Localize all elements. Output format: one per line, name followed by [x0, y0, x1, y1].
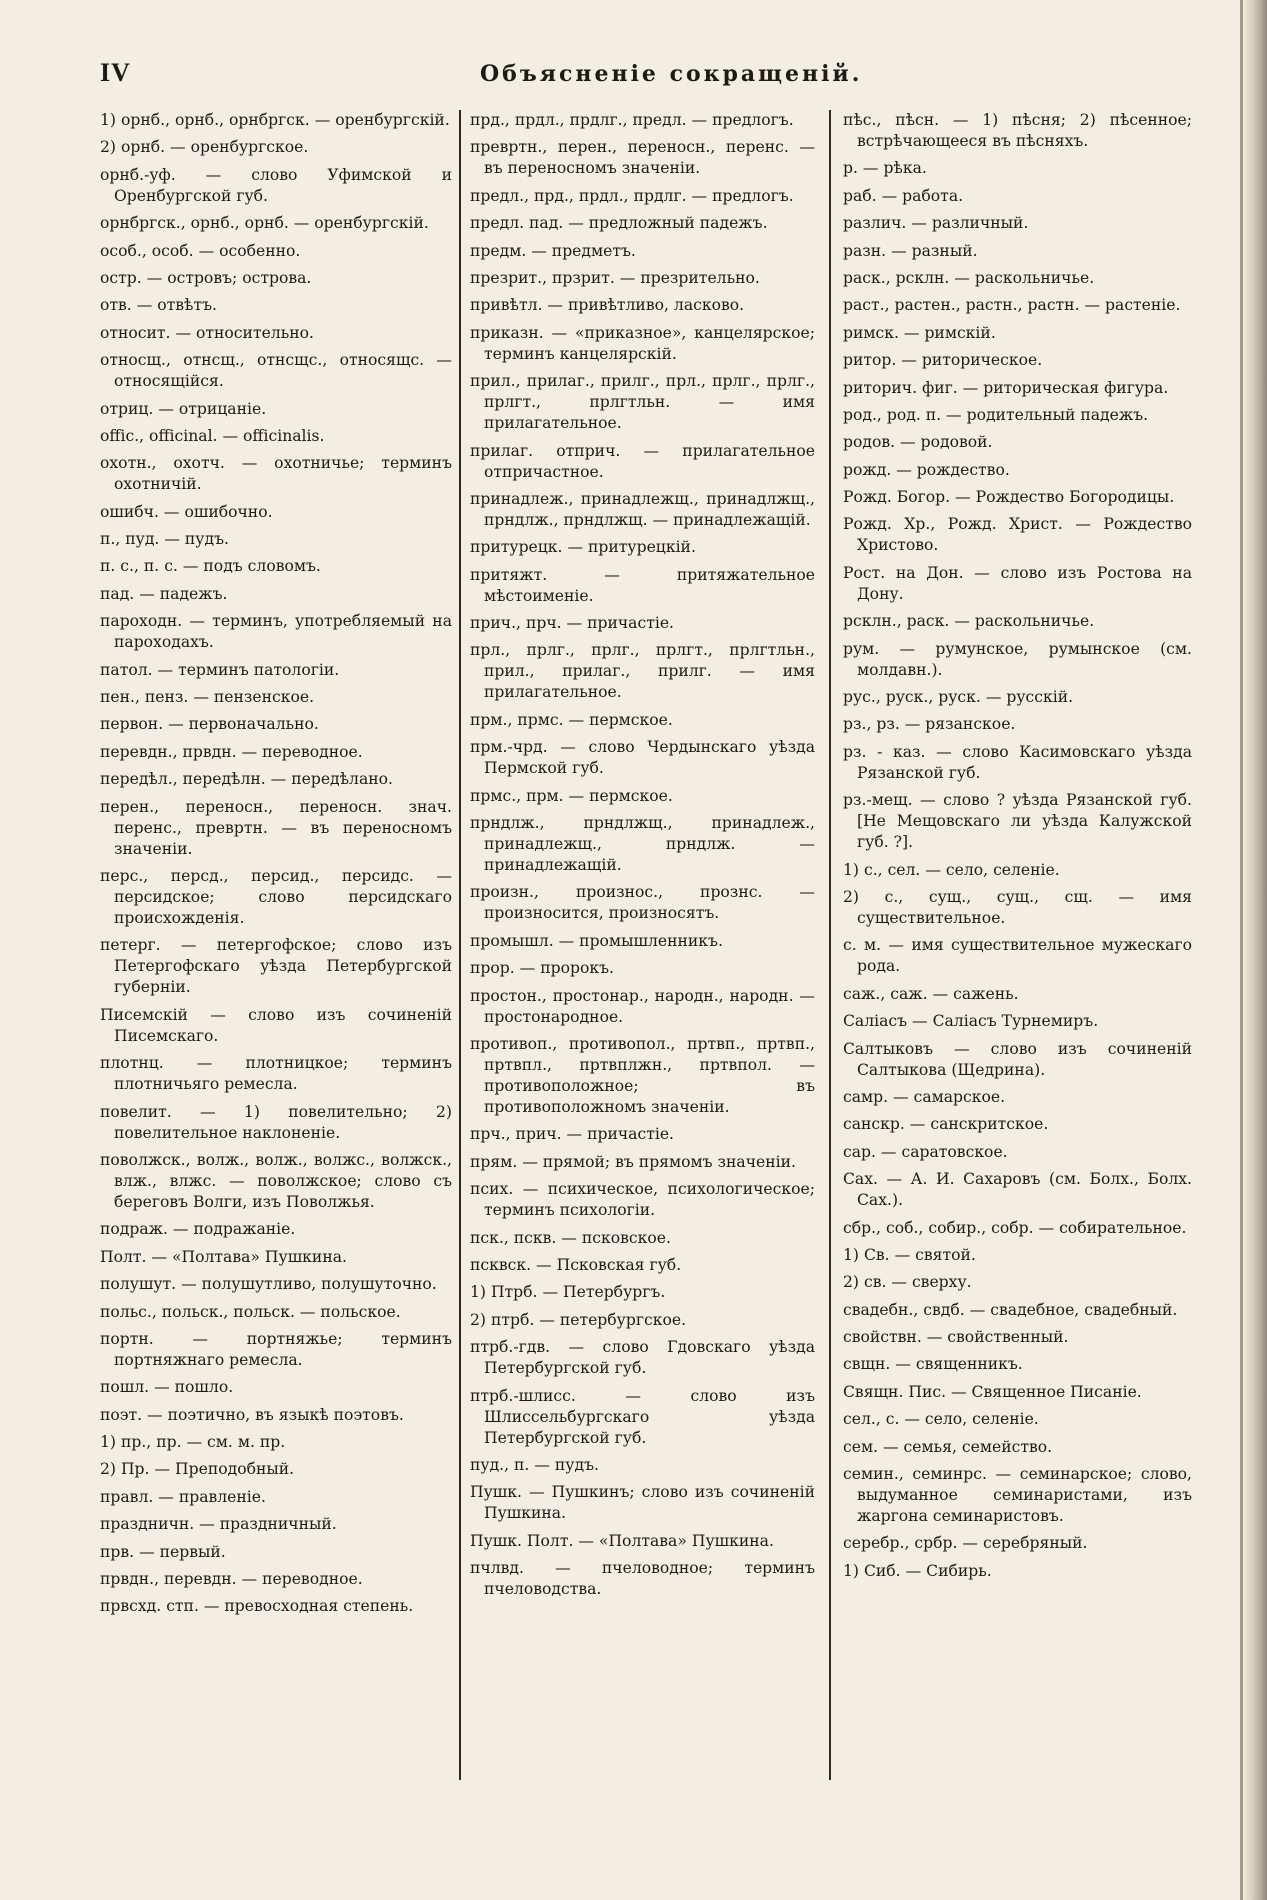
abbreviation-entry: поэт. — поэтично, въ языкѣ поэтовъ.	[100, 1405, 404, 1424]
abbreviation-entry: п., пуд. — пудъ.	[100, 530, 229, 549]
abbreviation-entry: прл., прлг., прлг., прлгт., прлгтльн., прил., прилаг., прилг. — имя прилагательное.	[470, 641, 815, 702]
abbreviation-entry: раб. — работа.	[843, 186, 964, 205]
abbreviation-entry: пск., пскв. — псковское.	[470, 1228, 671, 1247]
abbreviation-entry: Саліасъ — Саліасъ Турнемиръ.	[843, 1012, 1099, 1031]
abbreviation-entry: псих. — психическое, психологическое; терминъ психологіи.	[470, 1180, 815, 1220]
abbreviation-entry: простон., простонар., народн., народн. — простонародное.	[470, 986, 815, 1026]
abbreviation-entry: орнб.-уф. — слово Уфимской и Оренбургской губ.	[100, 165, 452, 205]
abbreviation-entry: подраж. — подражаніе.	[100, 1220, 296, 1239]
abbreviation-entry: охотн., охотч. — охотничье; терминъ охотничій.	[100, 454, 452, 494]
page-number: IV	[100, 58, 131, 87]
abbreviation-entry: передѣл., передѣлн. — передѣлано.	[100, 770, 393, 789]
page-edge	[1243, 0, 1267, 1900]
abbreviation-entry: пад. — падежъ.	[100, 584, 228, 603]
abbreviation-entry: предл. пад. — предложный падежъ.	[470, 214, 768, 233]
abbreviation-entry: портн. — портняжье; терминъ портняжнаго ремесла.	[100, 1329, 452, 1369]
abbreviation-entry: различ. — различный.	[843, 214, 1029, 233]
abbreviation-entry: 1) орнб., орнб., орнбргск. — оренбургскій.	[100, 111, 450, 129]
abbreviation-entry: рожд. — рождество.	[843, 460, 1010, 479]
abbreviation-entry: относщ., отнсщ., отнсщс., относящс. — относящійся.	[100, 351, 452, 391]
abbreviation-entry: промышл. — промышленникъ.	[470, 931, 723, 950]
abbreviation-entry: перен., переносн., переносн. знач. перенс., превртн. — въ переносномъ значеніи.	[100, 797, 452, 858]
abbreviation-entry: Сах. — А. И. Сахаровъ (см. Болх., Болх. Сах.).	[843, 1170, 1192, 1210]
abbreviation-entry: пароходн. — терминъ, употребляемый на пароходахъ.	[100, 612, 452, 652]
abbreviation-entry: рум. — румунское, румынское (см. молдавн.).	[843, 639, 1192, 679]
abbreviation-entry: прич., прч. — причастіе.	[470, 614, 675, 633]
abbreviation-entry: семин., семинрс. — семинарское; слово, выдуманное семинаристами, изъ жаргона семинаристовъ.	[843, 1465, 1192, 1526]
abbreviation-entry: род., род. п. — родительный падежъ.	[843, 405, 1149, 424]
abbreviation-entry: принадлеж., принадлежщ., принадлжщ., прндлж., прндлжщ. — принадлежащій.	[470, 489, 815, 529]
abbreviation-entry: 2) Пр. — Преподобный.	[100, 1460, 295, 1479]
abbreviation-entry: первон. — первоначально.	[100, 715, 319, 734]
abbreviation-entry: прндлж., прндлжщ., принадлеж., принадлежщ., прндлж. — принадлежащій.	[470, 814, 815, 875]
abbreviation-entry: ошибч. — ошибочно.	[100, 502, 273, 521]
abbreviation-entry: offic., officinal. — officinalis.	[100, 426, 325, 445]
abbreviation-entry: полушут. — полушутливо, полушуточно.	[100, 1275, 437, 1294]
abbreviation-entry: прор. — пророкъ.	[470, 959, 614, 978]
abbreviation-entry: притяжт. — притяжательное мѣстоименіе.	[470, 565, 815, 605]
column-divider-right	[829, 110, 831, 1780]
abbreviation-entry: прил., прилаг., прилг., прл., прлг., прлг., прлгт., прлгтльн. — имя прилагательное.	[470, 372, 815, 433]
abbreviation-entry: презрит., прзрит. — презрительно.	[470, 268, 760, 287]
abbreviation-entry: праздничн. — праздничный.	[100, 1515, 337, 1534]
abbreviation-entry: првдн., перевдн. — переводное.	[100, 1570, 363, 1589]
abbreviation-entry: 1) с., сел. — село, селеніе.	[843, 860, 1060, 879]
abbreviation-entry: сем. — семья, семейство.	[843, 1437, 1053, 1456]
abbreviation-entry: привѣтл. — привѣтливо, ласково.	[470, 296, 745, 315]
abbreviation-entry: рсклн., раск. — раскольничье.	[843, 612, 1095, 631]
abbreviation-entry: санскр. — санскритское.	[843, 1115, 1049, 1134]
abbreviation-entry: Пушк. — Пушкинъ; слово изъ сочиненій Пушкина.	[470, 1483, 815, 1523]
abbreviation-entry: прм., прмс. — пермское.	[470, 710, 673, 729]
column-middle	[470, 110, 815, 1880]
abbreviation-entry: 2) орнб. — оренбургское.	[100, 138, 309, 157]
column-divider-left	[459, 110, 461, 1780]
abbreviation-entry: 2) птрб. — петербургское.	[470, 1310, 687, 1329]
abbreviation-entry: польс., польск., польск. — польское.	[100, 1302, 401, 1321]
abbreviation-entry: Рожд. Богор. — Рождество Богородицы.	[843, 488, 1175, 507]
abbreviation-entry: Салтыковъ — слово изъ сочиненій Салтыкова (Щедрина).	[843, 1039, 1192, 1079]
abbreviation-entry: отриц. — отрицаніе.	[100, 399, 267, 418]
abbreviation-entry: предм. — предметъ.	[470, 241, 636, 260]
abbreviation-entry: Рост. на Дон. — слово изъ Ростова на Дону.	[843, 563, 1192, 603]
abbreviation-entry: свойствн. — свойственный.	[843, 1328, 1069, 1347]
abbreviation-entry: рз.-мещ. — слово ? уѣзда Рязанской губ. [Не Мещовскаго ли уѣзда Калужской губ. ?].	[843, 791, 1192, 852]
page-header	[100, 58, 1210, 98]
column-left	[100, 110, 452, 1880]
abbreviation-entry: рз. - каз. — слово Касимовскаго уѣзда Рязанской губ.	[843, 742, 1192, 782]
abbreviation-entry: перевдн., првдн. — переводное.	[100, 742, 363, 761]
abbreviation-entry: самр. — самарское.	[843, 1087, 1006, 1106]
abbreviation-entry: пѣс., пѣсн. — 1) пѣсня; 2) пѣсенное; встрѣчающееся въ пѣсняхъ.	[843, 111, 1192, 150]
abbreviation-entry: произн., произнос., прознс. — произносится, произносятъ.	[470, 883, 815, 923]
abbreviation-entry: патол. — терминъ патологіи.	[100, 660, 340, 679]
abbreviation-entry: относит. — относительно.	[100, 323, 314, 342]
abbreviation-entry: свщн. — священникъ.	[843, 1355, 1023, 1374]
abbreviation-entry: прд., прдл., прдлг., предл. — предлогъ.	[470, 111, 794, 129]
abbreviation-entry: отв. — отвѣтъ.	[100, 296, 217, 315]
abbreviation-entry: 1) пр., пр. — см. м. пр.	[100, 1433, 286, 1452]
abbreviation-entry: прилаг. отприч. — прилагательное отпричастное.	[470, 441, 815, 481]
abbreviation-entry: родов. — родовой.	[843, 433, 993, 452]
abbreviation-entry: ритор. — риторическое.	[843, 351, 1043, 370]
abbreviation-entry: прч., прич. — причастіе.	[470, 1125, 675, 1144]
abbreviation-entry: поволжск., волж., волж., волжс., волжск., влж., влжс. — поволжское; слово съ береговъ Волги, изъ Поволжья.	[100, 1150, 452, 1211]
abbreviation-entry: Полт. — «Полтава» Пушкина.	[100, 1247, 347, 1266]
abbreviation-entry: повелит. — 1) повелительно; 2) повелительное наклоненіе.	[100, 1102, 452, 1142]
abbreviation-entry: птрб.-шлисс. — слово изъ Шлиссельбургскаго уѣзда Петербургской губ.	[470, 1386, 815, 1447]
abbreviation-entry: орнбргск., орнб., орнб. — оренбургскій.	[100, 214, 429, 233]
abbreviation-entry: саж., саж. — сажень.	[843, 984, 1019, 1003]
page-title: Объясненіе сокращеній.	[480, 61, 863, 87]
abbreviation-entry: рз., рз. — рязанское.	[843, 715, 1016, 734]
abbreviation-entry: правл. — правленіе.	[100, 1487, 266, 1506]
abbreviation-entry: сар. — саратовское.	[843, 1142, 1008, 1161]
abbreviation-entry: прм.-чрд. — слово Чердынскаго уѣзда Пермской губ.	[470, 738, 815, 778]
abbreviation-entry: раск., рсклн. — раскольничье.	[843, 268, 1095, 287]
abbreviation-entry: р. — рѣка.	[843, 159, 927, 178]
abbreviation-entry: сел., с. — село, селеніе.	[843, 1410, 1039, 1429]
abbreviation-entry: риторич. фиг. — риторическая фигура.	[843, 378, 1169, 397]
abbreviation-entry: прям. — прямой; въ прямомъ значеніи.	[470, 1152, 796, 1171]
abbreviation-entry: 1) Сиб. — Сибирь.	[843, 1561, 992, 1580]
abbreviation-entry: пуд., п. — пудъ.	[470, 1455, 599, 1474]
abbreviation-entry: притурецк. — притурецкій.	[470, 538, 696, 557]
abbreviation-entry: особ., особ. — особенно.	[100, 241, 301, 260]
abbreviation-entry: перс., персд., персид., персидс. — персидское; слово персидскаго происхожденія.	[100, 866, 452, 927]
abbreviation-entry: противоп., противопол., пртвп., пртвп., пртвпл., пртвплжн., пртвпол. — противоположное; въ противоположномъ значеніи.	[470, 1034, 815, 1116]
abbreviation-entry: псквск. — Псковская губ.	[470, 1255, 682, 1274]
abbreviation-entry: приказн. — «приказное», канцелярское; терминъ канцелярскій.	[470, 323, 815, 363]
abbreviation-entry: Свящн. Пис. — Священное Писаніе.	[843, 1382, 1142, 1401]
abbreviation-entry: свадебн., свдб. — свадебное, свадебный.	[843, 1300, 1178, 1319]
column-right	[843, 110, 1192, 1880]
abbreviation-entry: серебр., србр. — серебряный.	[843, 1534, 1088, 1553]
abbreviation-entry: 1) Св. — святой.	[843, 1245, 976, 1264]
abbreviation-entry: остр. — островъ; острова.	[100, 268, 312, 287]
abbreviation-entry: Рожд. Хр., Рожд. Христ. — Рождество Христово.	[843, 515, 1192, 555]
abbreviation-entry: предл., прд., прдл., прдлг. — предлогъ.	[470, 186, 794, 205]
abbreviation-entry: разн. — разный.	[843, 241, 978, 260]
abbreviation-entry: 2) св. — сверху.	[843, 1273, 972, 1292]
abbreviation-entry: птрб.-гдв. — слово Гдовскаго уѣзда Петербургской губ.	[470, 1338, 815, 1378]
abbreviation-entry: раст., растен., растн., растн. — растеніе.	[843, 296, 1181, 315]
abbreviation-entry: петерг. — петергофское; слово изъ Петергофскаго уѣзда Петербургской губерніи.	[100, 936, 452, 997]
abbreviation-entry: превртн., перен., переносн., перенс. — въ переносномъ значеніи.	[470, 138, 815, 178]
abbreviation-entry: првсхд. стп. — превосходная степень.	[100, 1597, 414, 1616]
abbreviation-entry: рус., руск., руск. — русскій.	[843, 688, 1074, 707]
abbreviation-entry: сбр., соб., собир., собр. — собирательное.	[843, 1218, 1187, 1237]
abbreviation-entry: плотнц. — плотницкое; терминъ плотничьяго ремесла.	[100, 1054, 452, 1094]
abbreviation-entry: Писемскій — слово изъ сочиненій Писемскаго.	[100, 1005, 452, 1045]
abbreviation-entry: Пушк. Полт. — «Полтава» Пушкина.	[470, 1531, 774, 1550]
abbreviation-entry: пошл. — пошло.	[100, 1378, 234, 1397]
abbreviation-entry: 2) с., сущ., сущ., сщ. — имя существительное.	[843, 887, 1192, 927]
abbreviation-entry: с. м. — имя существительное мужескаго рода.	[843, 936, 1192, 976]
abbreviation-entry: пчлвд. — пчеловодное; терминъ пчеловодства.	[470, 1559, 815, 1599]
abbreviation-entry: прв. — первый.	[100, 1542, 226, 1561]
abbreviation-entry: прмс., прм. — пермское.	[470, 786, 673, 805]
abbreviation-entry: пен., пенз. — пензенское.	[100, 688, 315, 707]
abbreviation-entry: п. с., п. с. — подъ словомъ.	[100, 557, 321, 576]
abbreviation-entry: 1) Птрб. — Петербургъ.	[470, 1283, 666, 1302]
abbreviation-entry: римск. — римскій.	[843, 323, 996, 342]
